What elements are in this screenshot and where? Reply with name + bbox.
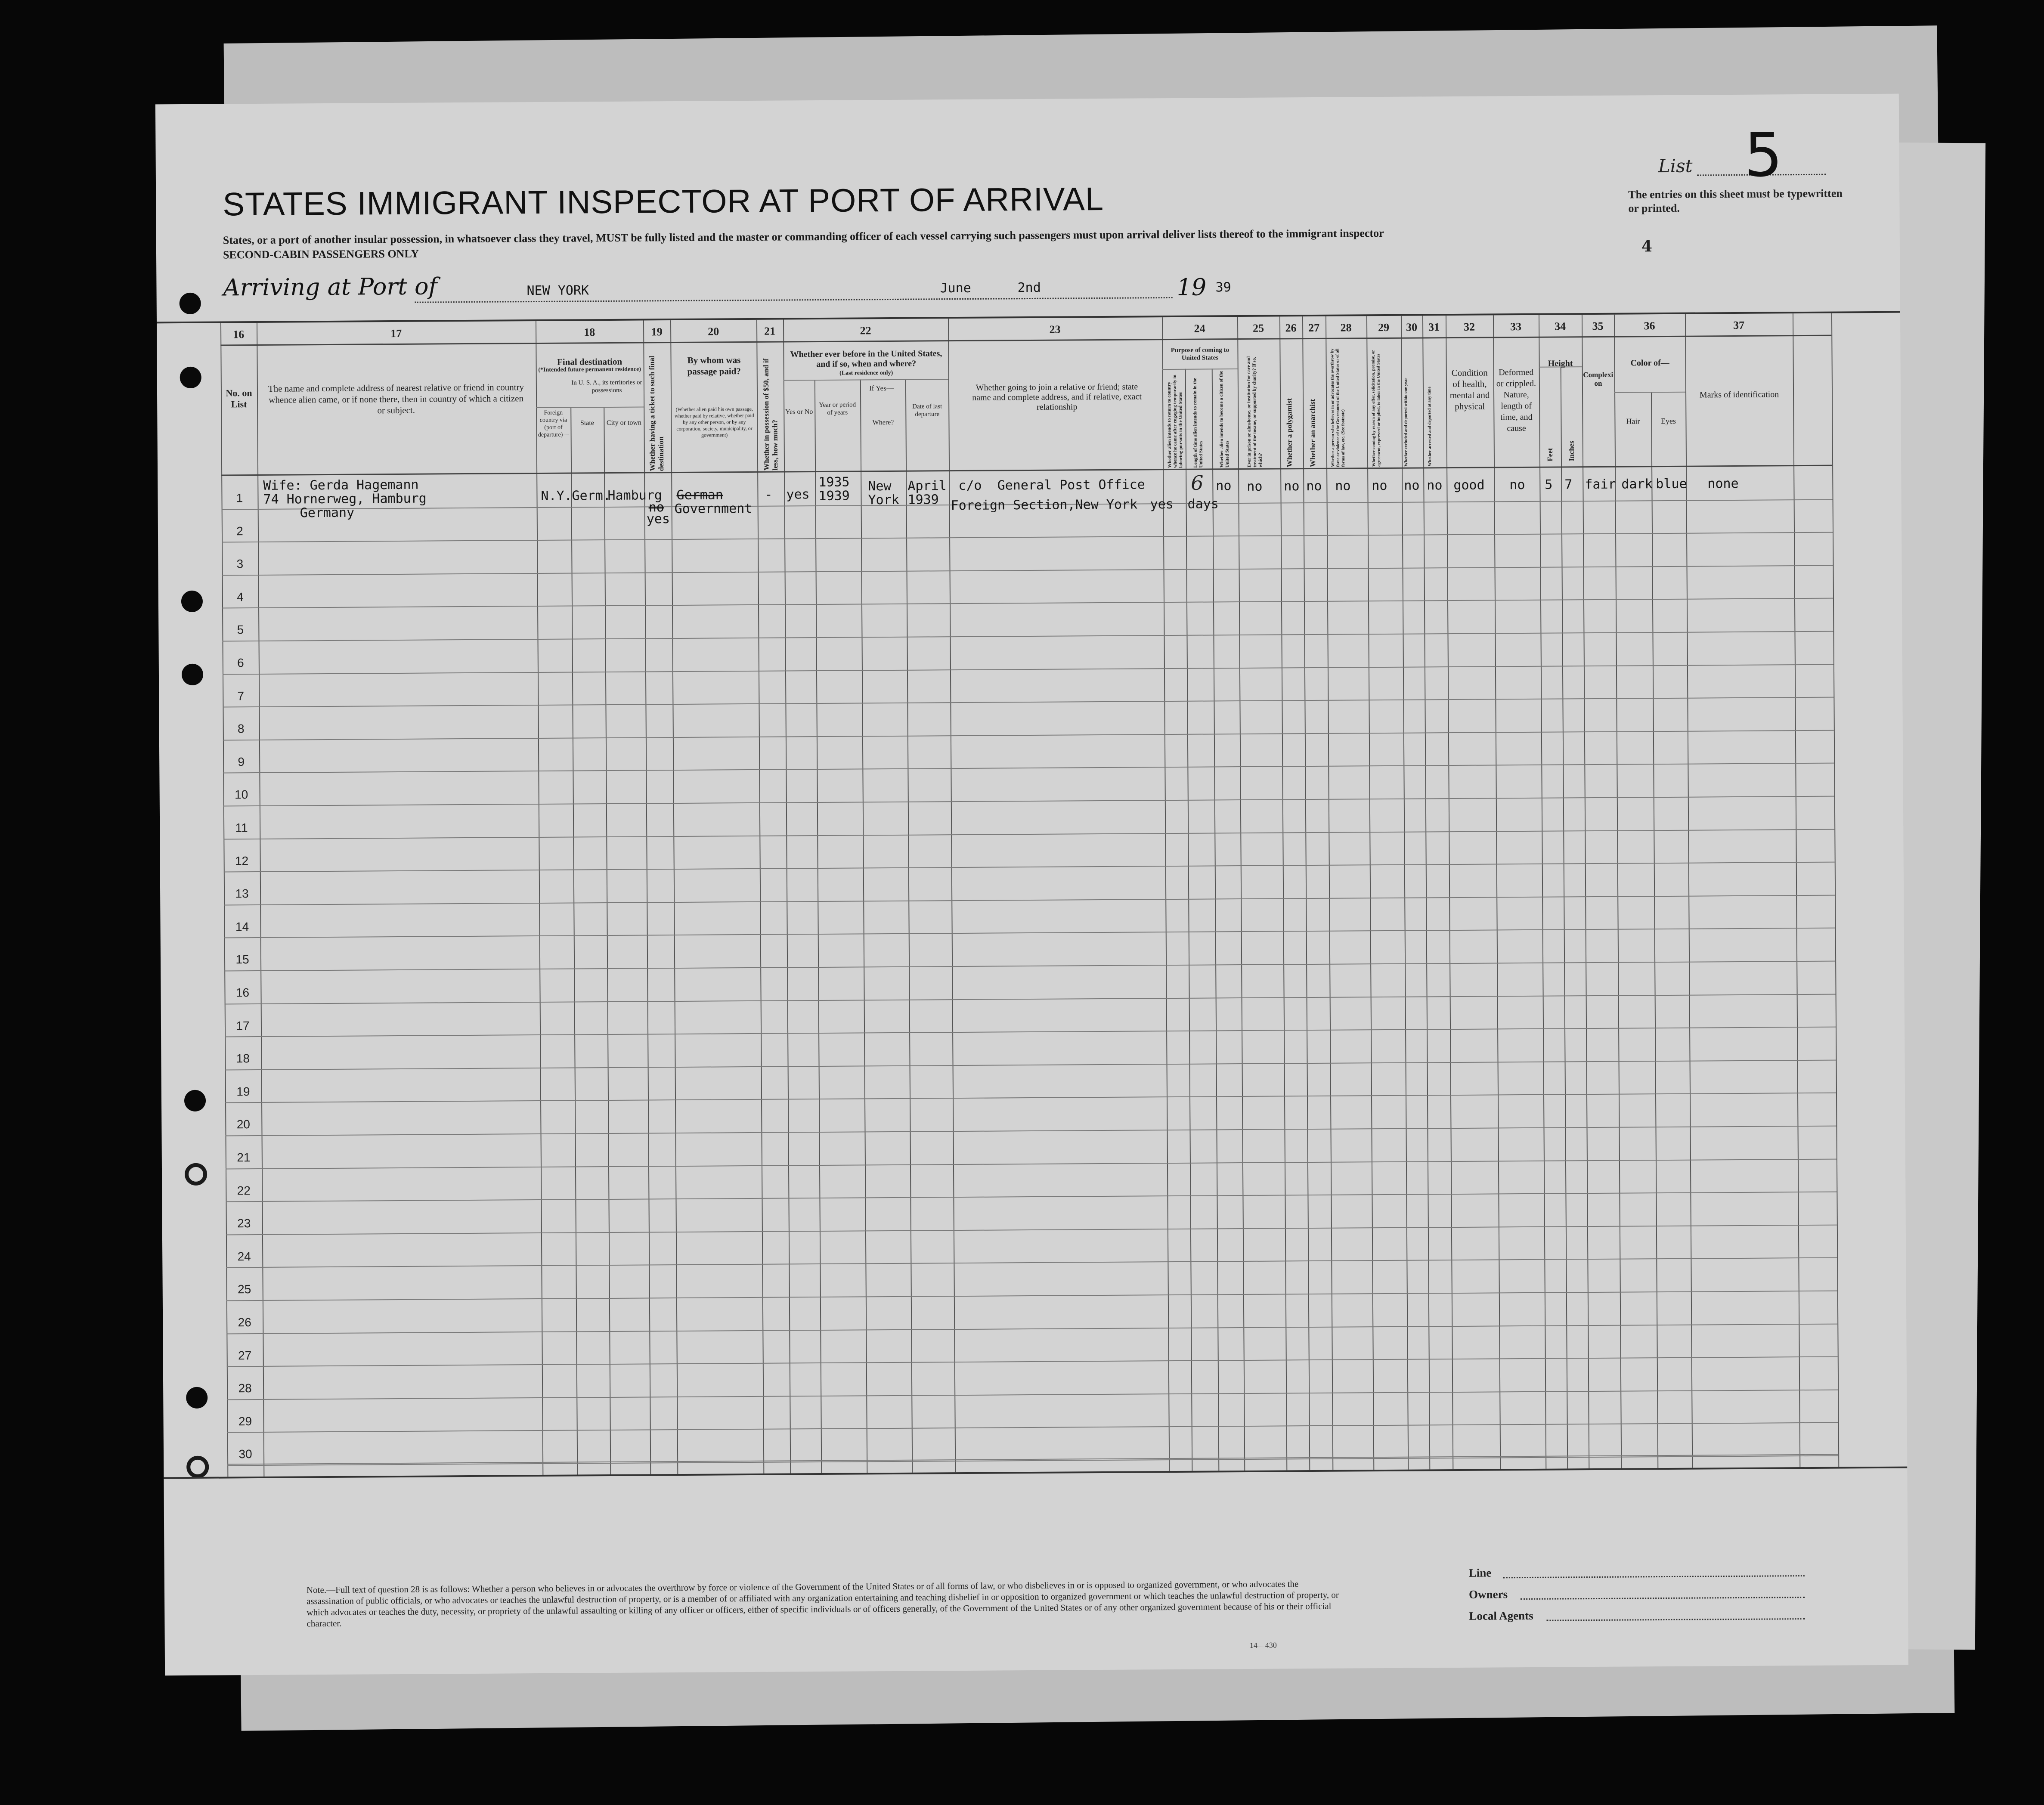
row-rule <box>223 664 1833 675</box>
col-passage-note: (Whether alien paid his own passage, whether paid by relative, whether paid by any other person, or by any corporation, society, municipality, or government) <box>674 406 754 438</box>
grid-line <box>221 465 1832 476</box>
col-q29: Whether coming by reason of any offer, solicitation, promise, or agreement, expressed or implied, to labor in the United States <box>1371 350 1382 467</box>
q28-value: no <box>1335 478 1351 494</box>
row-number: 18 <box>236 1052 250 1065</box>
row-rule <box>223 730 1834 740</box>
row-rule <box>225 1059 1836 1070</box>
join-value-line1: c/o General Post Office <box>958 477 1145 494</box>
col-purpose: Purpose of coming to United States <box>1171 347 1229 362</box>
row-rule <box>225 1093 1836 1103</box>
grid-line <box>1185 369 1193 1471</box>
row-rule <box>224 895 1835 905</box>
grid-line <box>948 319 956 1472</box>
col-state: State <box>580 419 594 427</box>
col-q30: Whether excluded and deported within one year <box>1403 378 1409 467</box>
row-rule <box>226 1158 1837 1169</box>
column-number: 16 <box>233 328 245 341</box>
arrival-year-suffix: 39 <box>1215 280 1231 295</box>
q29-value: no <box>1372 478 1387 494</box>
grid-line <box>604 407 611 1474</box>
row-rule <box>227 1389 1838 1400</box>
row-number: 6 <box>237 656 244 670</box>
col-eyes: Eyes <box>1660 416 1676 426</box>
column-number: 29 <box>1378 321 1390 334</box>
col-passage-paid: By whom was passage paid? <box>687 355 741 377</box>
grid-line <box>1561 366 1568 1468</box>
manifest-sheet <box>155 94 1908 1676</box>
row-number: 30 <box>238 1447 252 1461</box>
grid-line <box>815 380 822 1473</box>
col-deformed: Deformed or crippled. Nature, length of time, and cause <box>1496 367 1536 433</box>
page-number: 4 <box>1641 237 1653 256</box>
row-number: 8 <box>237 722 245 736</box>
col-final-destination: Final destination <box>557 356 622 367</box>
grid-line <box>784 379 948 381</box>
grid-line <box>536 406 644 408</box>
row-rule <box>224 862 1835 873</box>
list-label: List <box>1658 155 1693 177</box>
row-number: 28 <box>238 1381 252 1395</box>
col-purpose-c: Whether alien intends to become a citizen of the United States <box>1218 371 1230 468</box>
row-number: 17 <box>236 1019 250 1032</box>
column-number: 20 <box>708 325 719 338</box>
row-rule <box>226 1192 1837 1202</box>
col-in-usa: In U. S. A., its territories or possessions <box>571 379 642 394</box>
grid-line <box>860 379 868 1473</box>
purpose-b-handwritten: 6 <box>1191 471 1204 495</box>
list-number: 5 <box>1744 120 1783 191</box>
col-year-period: Year or period of years <box>819 401 856 416</box>
anarchist-value: no <box>1306 478 1322 494</box>
row-number: 25 <box>238 1282 251 1296</box>
col-if-yes: If Yes— <box>869 384 894 393</box>
table-grid <box>157 313 1907 1477</box>
relative-street: 74 Hornerweg, Hamburg <box>263 491 427 507</box>
grid-line <box>1793 313 1800 1467</box>
col-relative-address: The name and complete address of nearest relative or friend in country whence alien came, or if none there, then in country of which a citizen or subject. <box>268 382 524 416</box>
col-polygamist: Whether a polygamist <box>1285 398 1294 468</box>
col-no-on-list: No. on List <box>226 387 252 410</box>
col-join-relative: Whether going to join a relative or friend; state name and complete address, and if relative, exact relationship <box>972 382 1142 412</box>
row-number: 4 <box>236 590 244 604</box>
col-purpose-a: Whether alien intends to return to country whence he came after engaging temporarily in laboring pursuits in the United States <box>1166 375 1184 468</box>
join-value-line2: Foreign Section,New York <box>951 497 1138 514</box>
row-number: 10 <box>235 788 248 802</box>
row-rule <box>226 1257 1837 1268</box>
column-number: 25 <box>1253 322 1264 334</box>
column-number: 36 <box>1644 319 1655 332</box>
col-yes-or-no: Yes or No <box>785 408 813 416</box>
col-where: Where? <box>872 418 894 427</box>
col-ever-before: Whether ever before in the United States, and if so, when and where? <box>790 349 942 369</box>
column-number: 26 <box>1285 322 1297 334</box>
years-value-2: 1939 <box>818 488 850 504</box>
relative-name: Wife: Gerda Hagemann <box>263 477 419 493</box>
purpose-b-value: days <box>1187 496 1219 512</box>
grid-line <box>1237 317 1245 1471</box>
row-number: 20 <box>236 1118 251 1131</box>
complexion-value: fair <box>1585 477 1616 492</box>
form-instructions <box>223 224 1644 262</box>
health-value: good <box>1453 477 1485 493</box>
inches-value: 7 <box>1564 477 1573 492</box>
column-number: 30 <box>1406 321 1418 334</box>
ever-before-value: yes <box>786 487 810 502</box>
row-number: 23 <box>237 1217 251 1230</box>
row-rule <box>223 796 1834 807</box>
row-rule <box>226 1323 1837 1334</box>
grid-line <box>1212 368 1220 1471</box>
form-title: STATES IMMIGRANT INSPECTOR AT PORT OF ARRIVAL <box>223 180 1104 223</box>
ticket-value: yes <box>646 511 670 527</box>
entries-note: The entries on this sheet must be typewritten or printed. <box>1628 187 1843 215</box>
col-last-residence: (Last residence only) <box>839 369 893 377</box>
q30-value: no <box>1404 478 1420 493</box>
column-number: 28 <box>1340 321 1352 334</box>
grid-line <box>1446 316 1453 1469</box>
form-number: 14—430 <box>1249 1641 1277 1650</box>
col-foreign-country: Foreign country via (port of departure)— <box>538 409 569 438</box>
where-value-2: York <box>868 492 899 508</box>
arrival-year-prefix: 19 <box>1177 273 1207 301</box>
col-feet: Feet <box>1545 448 1555 461</box>
column-number: 27 <box>1308 321 1320 334</box>
col-date-departure: Date of last departure <box>912 403 942 418</box>
grid-line <box>164 1467 1907 1479</box>
row-number: 15 <box>235 953 249 966</box>
second-cabin-label: SECOND-CABIN PASSENGERS ONLY <box>223 247 419 261</box>
paid-by-struck-value: German <box>676 487 723 503</box>
row-rule <box>227 1422 1838 1433</box>
row-rule <box>226 1291 1837 1301</box>
owners-label: Owners <box>1468 1588 1508 1601</box>
row-rule <box>225 994 1836 1004</box>
row-number: 2 <box>236 524 243 538</box>
arriving-label: Arriving at Port of <box>223 272 437 301</box>
marks-value: none <box>1707 476 1739 492</box>
column-number: 24 <box>1194 322 1205 335</box>
column-number: 34 <box>1555 320 1566 333</box>
row-rule <box>222 598 1833 609</box>
foreign-country-value: N.Y. <box>541 488 572 504</box>
grid-line <box>1831 313 1839 1467</box>
eyes-value: blue <box>1656 476 1687 492</box>
polygamist-value: no <box>1284 479 1300 494</box>
column-number: 23 <box>1049 323 1061 336</box>
paid-by-value: Government <box>674 501 753 517</box>
col-anarchist: Whether an anarchist <box>1308 399 1317 468</box>
city-value: Hamburg <box>607 488 663 504</box>
row-number: 9 <box>238 755 245 769</box>
owners-field <box>1521 1597 1805 1600</box>
grid-line <box>1614 392 1685 393</box>
line-label: Line <box>1468 1566 1492 1579</box>
grid-line <box>1326 316 1333 1470</box>
relative-country: Germany <box>300 505 355 521</box>
q31-value: no <box>1427 478 1443 493</box>
grid-line <box>570 407 578 1475</box>
departure-value-1: April <box>907 478 947 494</box>
row-rule <box>224 928 1835 938</box>
column-number: 21 <box>764 325 776 337</box>
row-rule <box>223 697 1833 708</box>
row-rule <box>222 532 1833 543</box>
col-purpose-b: Length of time alien intends to remain in the United States <box>1192 378 1204 468</box>
arrival-month: June <box>940 280 971 296</box>
row-rule <box>223 829 1834 839</box>
col-health: Condition of health, mental and physical <box>1449 367 1490 412</box>
years-value-1: 1935 <box>818 474 850 490</box>
column-number: 37 <box>1733 319 1745 332</box>
col-height: Height <box>1548 359 1573 368</box>
grid-line <box>756 320 764 1474</box>
row-rule <box>224 961 1835 972</box>
departure-value-2: 1939 <box>907 492 939 508</box>
row-rule <box>223 631 1833 642</box>
grid-line <box>227 1454 1838 1465</box>
footnote-q28: Note.—Full text of question 28 is as follows: Whether a person who believes in or advocates the overthrow by force or violence of the Government of the United States or of all forms of law, or who disbelieves in or is opposed to organized government, or who advocates the assassination of public officials, or who advocates or teaches the unlawful destruction of property, or is a member of or affiliated with any organization entertaining and teaching disbelief in or opposition to organized government or which teaches the unlawful destruction of property, or which advocates or teaches the duty, necessity, or propriety of the unlawful assaulting or killing of any officer or officers, either of specific individuals or of officers generally, of the Government of the United States or of any other organized government because of his or their official character. <box>306 1579 1339 1629</box>
row-number: 13 <box>235 887 249 901</box>
col-marks: Marks of identification <box>1699 390 1779 400</box>
col-prison: Ever in prison or almshouse, or institution for care and treatment of the insane, or supported by charity? If so, which? <box>1246 356 1264 468</box>
row-number: 24 <box>237 1249 251 1263</box>
row-rule <box>226 1224 1837 1235</box>
row-rule <box>225 1027 1836 1037</box>
col-possession-50: Whether in possession of $50, and if less, how much? <box>762 358 780 471</box>
row-number: 12 <box>235 854 249 867</box>
arrival-port: NEW YORK <box>526 283 589 299</box>
row-number: 27 <box>238 1348 252 1362</box>
row-number: 26 <box>238 1316 251 1329</box>
row-rule <box>226 1126 1837 1136</box>
purpose-c-value: no <box>1216 478 1232 494</box>
where-value-1: New <box>868 478 892 494</box>
local-agents-field <box>1546 1618 1805 1621</box>
row-number: 14 <box>235 920 249 934</box>
money-value: - <box>765 487 773 502</box>
row-rule <box>223 763 1834 774</box>
row-number: 19 <box>236 1084 250 1099</box>
row-number: 5 <box>237 623 244 637</box>
col-q28: Whether a person who believes in or advocates the overthrow by force or violence of the Government of the United States or of all forms of law, etc. (See footnote) <box>1330 348 1346 467</box>
grid-line <box>1162 368 1238 370</box>
date-line <box>897 297 1173 300</box>
row-rule <box>227 1455 1838 1466</box>
row-number: 7 <box>237 689 245 703</box>
column-number: 22 <box>860 324 871 337</box>
grid-line <box>1493 315 1501 1469</box>
instructions-line: States, or a port of another insular possession, in whatsoever class they travel, MUST be fully listed and the master or commanding officer of each vessel carrying such passengers must upon arrival deliver lists thereof to the immigrant inspector <box>223 226 1384 247</box>
column-number: 17 <box>390 327 402 340</box>
column-number: 32 <box>1464 320 1475 333</box>
col-color-of: Color of— <box>1630 358 1669 368</box>
col-final-destination-note: (*Intended future permanent residence) <box>538 366 641 373</box>
column-number: 31 <box>1428 321 1440 334</box>
grid-line <box>1162 317 1170 1471</box>
punch-hole <box>180 293 201 314</box>
grid-line <box>905 379 913 1473</box>
column-number: 19 <box>651 325 663 338</box>
row-number: 1 <box>236 491 243 505</box>
col-ticket: Whether having a ticket to such final destination <box>647 356 666 471</box>
row-number: 11 <box>235 821 248 835</box>
column-number: 18 <box>584 326 595 339</box>
row-rule <box>222 565 1833 576</box>
col-city: City or town <box>606 419 641 427</box>
row-rule <box>227 1356 1838 1367</box>
row-number: 22 <box>237 1183 251 1197</box>
local-agents-label: Local Agents <box>1469 1609 1533 1622</box>
line-field <box>1503 1575 1805 1578</box>
column-number: 35 <box>1592 319 1604 333</box>
col-hair: Hair <box>1626 417 1640 426</box>
ticket-struck-value: no <box>648 500 664 515</box>
deformed-value: no <box>1509 477 1525 493</box>
feet-value: 5 <box>1545 477 1553 492</box>
prison-value: no <box>1247 479 1263 494</box>
arrival-day: 2nd <box>1017 280 1041 296</box>
col-complexion: Complexion <box>1583 370 1614 387</box>
grid-line <box>1651 392 1658 1468</box>
row-number: 3 <box>236 557 244 571</box>
hair-value: dark <box>1621 477 1653 492</box>
state-value: Germ. <box>572 488 611 504</box>
row-number: 29 <box>238 1414 252 1428</box>
col-q31: Whether arrested and deported at any time <box>1427 387 1433 467</box>
row-number: 21 <box>237 1151 251 1164</box>
col-inches: Inches <box>1567 441 1576 461</box>
column-number: 33 <box>1510 320 1522 333</box>
row-number: 16 <box>235 986 250 1000</box>
manifest-table <box>157 311 1908 1564</box>
purpose-a-value: yes <box>1150 496 1174 512</box>
